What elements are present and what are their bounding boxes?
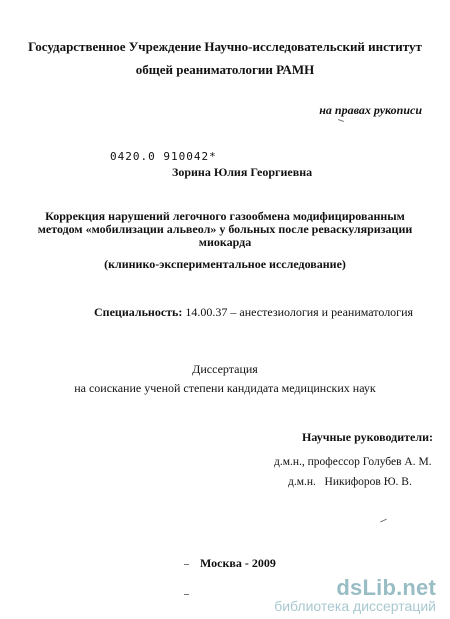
dissertation-purpose: на соискание ученой степени кандидата медицинских наук xyxy=(74,381,376,395)
rights-label: на правах рукописи xyxy=(319,103,422,117)
institution-line-1: Государственное Учреждение Научно-исследовательский институт xyxy=(28,39,422,54)
scan-mark-3 xyxy=(184,564,189,565)
title-line-2: методом «мобилизации альвеол» у больных после реваскуляризации xyxy=(37,222,413,236)
specialty xyxy=(94,306,413,320)
watermark-caption: библиотека диссертаций xyxy=(274,598,436,614)
catalog-number: 0420.0 910042* xyxy=(110,150,217,163)
supervisors-heading: Научные руководители: xyxy=(302,430,433,444)
scan-mark xyxy=(338,119,344,122)
specialty-label: Специальность: xyxy=(94,305,183,319)
watermark-logo: dsLib.net xyxy=(336,575,436,600)
scan-mark-2 xyxy=(380,519,387,523)
specialty-value: 14.00.37 – анестезиология и реаниматология xyxy=(185,305,414,319)
supervisor-2: д.м.н. Никифоров Ю. В. xyxy=(288,476,412,488)
place-year: Москва - 2009 xyxy=(200,556,276,570)
institution-line-2: общей реаниматологии РАМН xyxy=(135,62,315,77)
dissertation-type: Диссертация xyxy=(192,362,258,376)
title-line-1: Коррекция нарушений легочного газообмена модифицированным xyxy=(45,209,405,223)
supervisor-1: д.м.н., профессор Голубев А. М. xyxy=(274,456,432,468)
title-line-3: миокарда xyxy=(198,235,252,249)
author-name: Зорина Юлия Георгиевна xyxy=(172,165,313,179)
title-subtitle: (клинико-экспериментальное исследование) xyxy=(104,257,346,271)
scan-mark-4 xyxy=(184,594,189,595)
